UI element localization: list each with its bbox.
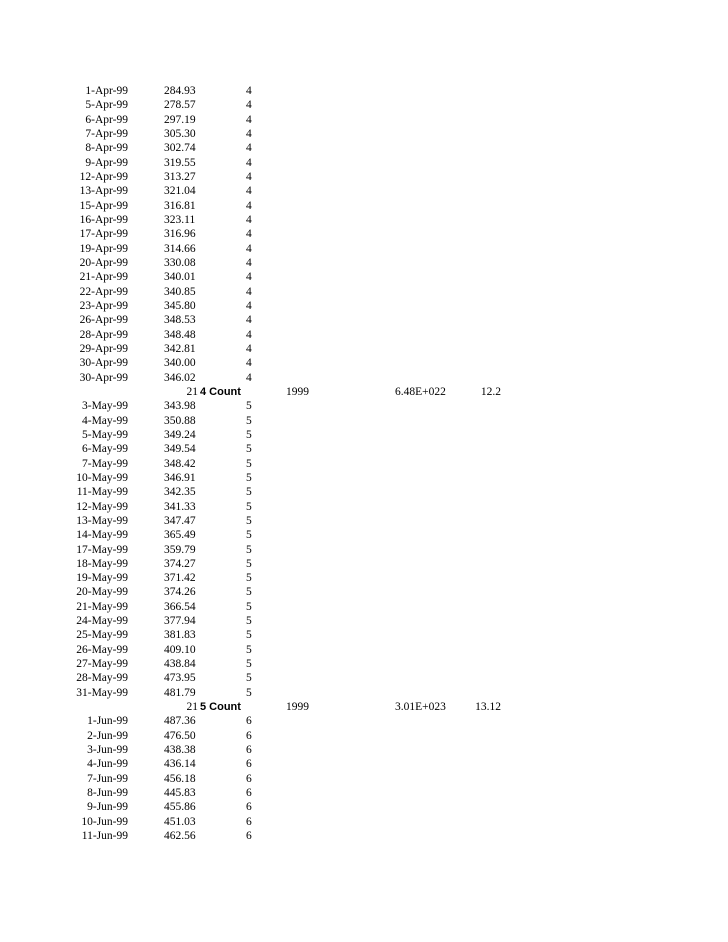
data-row xyxy=(0,471,728,485)
date-cell: 22-Apr-99 xyxy=(79,285,128,298)
data-row xyxy=(0,141,728,155)
date-cell: 28-Apr-99 xyxy=(79,328,128,341)
date-cell: 21-Apr-99 xyxy=(79,271,128,284)
date-cell: 11-May-99 xyxy=(76,486,128,499)
price-cell: 455.86 xyxy=(164,801,196,814)
data-row xyxy=(0,514,728,528)
price-cell: 349.24 xyxy=(164,428,196,441)
month-cell: 5 xyxy=(246,500,252,513)
data-row xyxy=(0,285,728,299)
date-cell: 7-May-99 xyxy=(82,457,128,470)
data-row xyxy=(0,585,728,599)
price-cell: 445.83 xyxy=(164,787,196,800)
data-row xyxy=(0,199,728,213)
month-cell: 6 xyxy=(246,787,252,800)
month-cell: 5 xyxy=(246,443,252,456)
date-cell: 20-Apr-99 xyxy=(79,256,128,269)
month-cell: 4 xyxy=(246,170,252,183)
month-cell: 4 xyxy=(246,285,252,298)
price-cell: 409.10 xyxy=(164,643,196,656)
price-cell: 342.81 xyxy=(164,342,196,355)
sci-value-cell: 3.01E+023 xyxy=(395,701,446,714)
price-cell: 438.38 xyxy=(164,744,196,757)
date-cell: 26-May-99 xyxy=(76,643,128,656)
date-cell: 29-Apr-99 xyxy=(79,342,128,355)
price-cell: 313.27 xyxy=(164,170,196,183)
month-cell: 4 xyxy=(246,199,252,212)
price-cell: 342.35 xyxy=(164,486,196,499)
price-cell: 340.00 xyxy=(164,357,196,370)
month-cell: 6 xyxy=(246,758,252,771)
data-row xyxy=(0,800,728,814)
date-cell: 30-Apr-99 xyxy=(79,357,128,370)
price-cell: 481.79 xyxy=(164,686,196,699)
data-row xyxy=(0,772,728,786)
date-cell: 15-Apr-99 xyxy=(79,199,128,212)
date-cell: 5-May-99 xyxy=(82,428,128,441)
price-cell: 365.49 xyxy=(164,529,196,542)
month-cell: 5 xyxy=(246,428,252,441)
month-cell: 6 xyxy=(246,830,252,843)
month-cell: 6 xyxy=(246,815,252,828)
date-cell: 14-May-99 xyxy=(76,529,128,542)
price-cell: 302.74 xyxy=(164,142,196,155)
month-cell: 4 xyxy=(246,314,252,327)
price-cell: 348.48 xyxy=(164,328,196,341)
data-row xyxy=(0,671,728,685)
month-cell: 4 xyxy=(246,127,252,140)
date-cell: 13-Apr-99 xyxy=(79,185,128,198)
price-cell: 473.95 xyxy=(164,672,196,685)
data-row xyxy=(0,543,728,557)
month-cell: 4 xyxy=(246,156,252,169)
month-cell: 6 xyxy=(246,801,252,814)
data-row xyxy=(0,127,728,141)
data-row xyxy=(0,614,728,628)
data-row xyxy=(0,442,728,456)
price-cell: 438.84 xyxy=(164,658,196,671)
price-cell: 284.93 xyxy=(164,85,196,97)
price-cell: 350.88 xyxy=(164,414,196,427)
count-cell: 21 xyxy=(186,701,198,714)
data-row xyxy=(0,786,728,800)
month-cell: 6 xyxy=(246,772,252,785)
date-cell: 1-Jun-99 xyxy=(87,715,128,728)
month-cell: 5 xyxy=(246,486,252,499)
date-cell: 7-Apr-99 xyxy=(85,127,128,140)
month-cell: 4 xyxy=(246,228,252,241)
date-cell: 26-Apr-99 xyxy=(79,314,128,327)
data-row xyxy=(0,84,728,98)
price-cell: 348.42 xyxy=(164,457,196,470)
data-row xyxy=(0,714,728,728)
price-cell: 343.98 xyxy=(164,400,196,413)
data-row xyxy=(0,299,728,313)
data-row xyxy=(0,657,728,671)
year-cell: 1999 xyxy=(286,701,309,714)
price-cell: 451.03 xyxy=(164,815,196,828)
count-label: 5 Count xyxy=(200,701,241,714)
data-row xyxy=(0,371,728,385)
month-cell: 5 xyxy=(246,457,252,470)
date-cell: 2-Jun-99 xyxy=(87,729,128,742)
price-cell: 374.27 xyxy=(164,557,196,570)
date-cell: 16-Apr-99 xyxy=(79,213,128,226)
price-cell: 377.94 xyxy=(164,615,196,628)
month-cell: 5 xyxy=(246,686,252,699)
price-cell: 476.50 xyxy=(164,729,196,742)
date-cell: 4-May-99 xyxy=(82,414,128,427)
price-cell: 346.02 xyxy=(164,371,196,384)
price-cell: 346.91 xyxy=(164,471,196,484)
date-cell: 30-Apr-99 xyxy=(79,371,128,384)
price-cell: 321.04 xyxy=(164,185,196,198)
data-row xyxy=(0,156,728,170)
month-cell: 5 xyxy=(246,471,252,484)
count-cell: 21 xyxy=(186,385,198,398)
date-cell: 6-Apr-99 xyxy=(85,113,128,126)
month-cell: 5 xyxy=(246,572,252,585)
data-row xyxy=(0,485,728,499)
date-cell: 18-May-99 xyxy=(76,557,128,570)
data-row xyxy=(0,98,728,112)
data-row xyxy=(0,356,728,370)
data-row xyxy=(0,270,728,284)
date-cell: 9-Apr-99 xyxy=(85,156,128,169)
date-cell: 4-Jun-99 xyxy=(87,758,128,771)
price-cell: 462.56 xyxy=(164,830,196,843)
month-cell: 4 xyxy=(246,357,252,370)
price-cell: 340.85 xyxy=(164,285,196,298)
month-cell: 5 xyxy=(246,672,252,685)
date-cell: 6-May-99 xyxy=(82,443,128,456)
date-cell: 23-Apr-99 xyxy=(79,299,128,312)
month-cell: 4 xyxy=(246,142,252,155)
data-row xyxy=(0,686,728,700)
price-cell: 487.36 xyxy=(164,715,196,728)
month-cell: 4 xyxy=(246,328,252,341)
date-cell: 31-May-99 xyxy=(76,686,128,699)
price-cell: 371.42 xyxy=(164,572,196,585)
data-row xyxy=(0,399,728,413)
month-cell: 4 xyxy=(246,342,252,355)
data-row xyxy=(0,528,728,542)
data-row xyxy=(0,428,728,442)
data-row xyxy=(0,342,728,356)
date-cell: 28-May-99 xyxy=(76,672,128,685)
data-row xyxy=(0,500,728,514)
price-cell: 366.54 xyxy=(164,600,196,613)
data-row xyxy=(0,414,728,428)
value-cell: 13.12 xyxy=(475,701,501,714)
data-row xyxy=(0,743,728,757)
month-cell: 4 xyxy=(246,299,252,312)
date-cell: 27-May-99 xyxy=(76,658,128,671)
date-cell: 8-Jun-99 xyxy=(87,787,128,800)
data-row xyxy=(0,815,728,829)
month-cell: 4 xyxy=(246,113,252,126)
date-cell: 21-May-99 xyxy=(76,600,128,613)
date-cell: 10-May-99 xyxy=(76,471,128,484)
price-cell: 316.96 xyxy=(164,228,196,241)
date-cell: 5-Apr-99 xyxy=(85,99,128,112)
date-cell: 8-Apr-99 xyxy=(85,142,128,155)
year-cell: 1999 xyxy=(286,385,309,398)
date-cell: 19-May-99 xyxy=(76,572,128,585)
data-row xyxy=(0,829,728,843)
count-label: 4 Count xyxy=(200,385,241,398)
data-row xyxy=(0,457,728,471)
price-cell: 340.01 xyxy=(164,271,196,284)
month-cell: 4 xyxy=(246,256,252,269)
month-cell: 5 xyxy=(246,400,252,413)
date-cell: 12-May-99 xyxy=(76,500,128,513)
price-cell: 359.79 xyxy=(164,543,196,556)
price-cell: 341.33 xyxy=(164,500,196,513)
data-row xyxy=(0,557,728,571)
data-row xyxy=(0,643,728,657)
data-row xyxy=(0,328,728,342)
month-cell: 5 xyxy=(246,615,252,628)
data-row xyxy=(0,184,728,198)
month-cell: 4 xyxy=(246,213,252,226)
date-cell: 7-Jun-99 xyxy=(87,772,128,785)
price-cell: 305.30 xyxy=(164,127,196,140)
month-cell: 4 xyxy=(246,371,252,384)
month-cell: 5 xyxy=(246,529,252,542)
date-cell: 11-Jun-99 xyxy=(81,830,128,843)
month-cell: 5 xyxy=(246,586,252,599)
data-row xyxy=(0,757,728,771)
data-row xyxy=(0,170,728,184)
price-cell: 319.55 xyxy=(164,156,196,169)
data-row xyxy=(0,227,728,241)
month-cell: 5 xyxy=(246,543,252,556)
data-row xyxy=(0,729,728,743)
price-cell: 349.54 xyxy=(164,443,196,456)
price-cell: 314.66 xyxy=(164,242,196,255)
subtotal-row xyxy=(0,700,728,714)
date-cell: 24-May-99 xyxy=(76,615,128,628)
data-row xyxy=(0,571,728,585)
data-row xyxy=(0,113,728,127)
data-row xyxy=(0,313,728,327)
price-cell: 436.14 xyxy=(164,758,196,771)
month-cell: 4 xyxy=(246,99,252,112)
date-cell: 13-May-99 xyxy=(76,514,128,527)
date-cell: 20-May-99 xyxy=(76,586,128,599)
date-cell: 25-May-99 xyxy=(76,629,128,642)
price-cell: 347.47 xyxy=(164,514,196,527)
month-cell: 4 xyxy=(246,271,252,284)
date-cell: 17-May-99 xyxy=(76,543,128,556)
value-cell: 12.2 xyxy=(480,385,501,398)
month-cell: 5 xyxy=(246,643,252,656)
price-cell: 297.19 xyxy=(164,113,196,126)
price-cell: 323.11 xyxy=(164,213,196,226)
data-row xyxy=(0,213,728,227)
price-cell: 345.80 xyxy=(164,299,196,312)
date-cell: 19-Apr-99 xyxy=(79,242,128,255)
date-cell: 9-Jun-99 xyxy=(87,801,128,814)
spreadsheet-page xyxy=(0,84,728,843)
price-cell: 374.26 xyxy=(164,586,196,599)
month-cell: 4 xyxy=(246,85,252,97)
month-cell: 5 xyxy=(246,658,252,671)
month-cell: 5 xyxy=(246,414,252,427)
date-cell: 1-Apr-99 xyxy=(85,85,128,97)
price-cell: 456.18 xyxy=(164,772,196,785)
price-cell: 278.57 xyxy=(164,99,196,112)
data-row xyxy=(0,242,728,256)
price-cell: 348.53 xyxy=(164,314,196,327)
data-row xyxy=(0,628,728,642)
date-cell: 12-Apr-99 xyxy=(79,170,128,183)
data-row xyxy=(0,600,728,614)
sci-value-cell: 6.48E+022 xyxy=(395,385,446,398)
month-cell: 5 xyxy=(246,600,252,613)
price-cell: 381.83 xyxy=(164,629,196,642)
month-cell: 6 xyxy=(246,744,252,757)
date-cell: 3-May-99 xyxy=(82,400,128,413)
month-cell: 6 xyxy=(246,729,252,742)
month-cell: 5 xyxy=(246,629,252,642)
price-cell: 316.81 xyxy=(164,199,196,212)
month-cell: 5 xyxy=(246,514,252,527)
month-cell: 4 xyxy=(246,242,252,255)
date-cell: 10-Jun-99 xyxy=(81,815,128,828)
month-cell: 6 xyxy=(246,715,252,728)
date-cell: 3-Jun-99 xyxy=(87,744,128,757)
price-cell: 330.08 xyxy=(164,256,196,269)
subtotal-row xyxy=(0,385,728,399)
month-cell: 4 xyxy=(246,185,252,198)
data-row xyxy=(0,256,728,270)
date-cell: 17-Apr-99 xyxy=(79,228,128,241)
month-cell: 5 xyxy=(246,557,252,570)
